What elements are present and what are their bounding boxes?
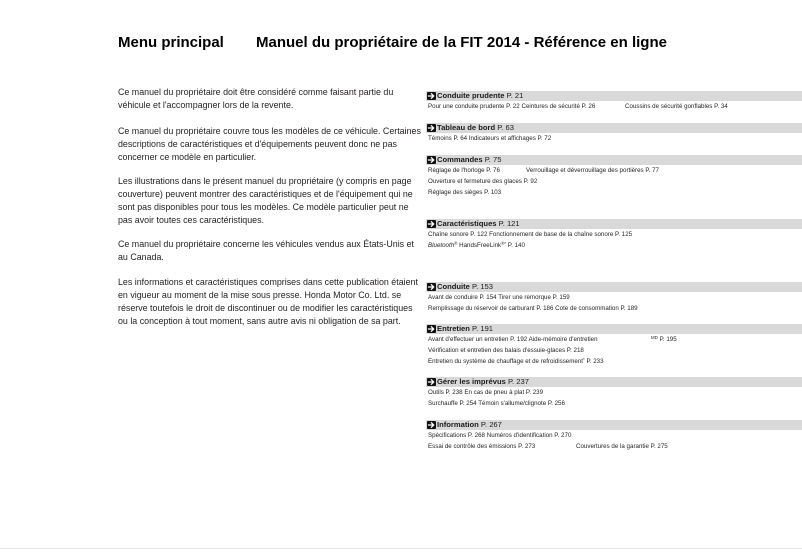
paragraph-line: sont pas disponibles pour tous les modèles. Ce modèle particulier peut ne <box>118 201 409 212</box>
paragraph-line: Ce manuel du propriétaire couvre tous les modèles de ce véhicule. Certaines <box>118 125 421 136</box>
section-conduite <box>426 282 802 314</box>
paragraph-line: Les informations et caractéristiques comprises dans cette publication étaient <box>118 276 418 287</box>
entry-line <box>428 387 802 398</box>
entry-line <box>428 101 802 112</box>
section-header-link[interactable] <box>426 91 802 101</box>
entry-line <box>428 133 802 144</box>
section-page-ref: P. 191 <box>472 324 494 333</box>
intro-paragraph <box>118 175 413 227</box>
section-gerer-les-imprevus <box>426 377 802 409</box>
entry-page-ref: P. 140 <box>507 242 525 249</box>
arrow-right-icon <box>427 283 436 291</box>
entry-line <box>428 229 802 240</box>
arrow-right-icon <box>427 421 436 429</box>
arrow-right-icon <box>427 220 436 228</box>
arrow-right-icon <box>427 124 436 132</box>
toc-entry-link[interactable]: Ouverture et fermeture des glaces P. 92 <box>428 178 538 185</box>
toc-entry-link[interactable]: Couvertures de la garantie P. 275 <box>576 443 668 450</box>
paragraph-line: concerner ce modèle en particulier. <box>118 151 257 162</box>
toc-entry-link[interactable]: Coussins de sécurité gonflables P. 34 <box>625 103 728 110</box>
section-page-ref: P. 237 <box>507 377 529 386</box>
entry-line <box>428 334 802 345</box>
section-header-link[interactable] <box>426 324 802 334</box>
paragraph-line: couverture) peuvent montrer des caractéristiques et de l'équipement qui ne <box>118 188 413 199</box>
intro-paragraph <box>118 125 421 164</box>
section-header-link[interactable] <box>426 282 802 292</box>
section-header-link[interactable] <box>426 155 802 165</box>
entry-label: Entretien du système de chauffage et de refroidissement <box>428 358 584 365</box>
footnote-mark: * <box>583 356 585 362</box>
section-title: Conduite prudente <box>437 91 505 100</box>
section-header-link[interactable] <box>426 420 802 430</box>
toc-entry-link[interactable]: Essai de contrôle des émissions P. 273 <box>428 443 536 450</box>
toc-entry-link[interactable]: Avant de conduire P. 154 <box>428 294 497 301</box>
entry-line <box>428 398 802 409</box>
section-title: Conduite <box>437 282 470 291</box>
page-title: Menu principal <box>118 34 224 51</box>
section-tableau-de-bord <box>426 123 802 144</box>
section-page-ref: P. 267 <box>480 420 502 429</box>
registered-mark: ®* <box>501 240 507 246</box>
toc-entry-link[interactable]: En cas de pneu à plat P. 239 <box>464 389 544 396</box>
entry-line <box>428 345 802 356</box>
intro-paragraph <box>118 238 414 264</box>
section-header-link[interactable] <box>426 377 802 387</box>
paragraph-line: descriptions de caractéristiques et d'équipements peuvent donc ne pas <box>118 138 397 149</box>
section-title: Tableau de bord <box>437 123 496 132</box>
toc-entry-link[interactable] <box>428 242 525 249</box>
entry-page-ref: P. 233 <box>586 358 604 365</box>
entry-line <box>428 356 802 367</box>
paragraph-line: ou la conception à tout moment, sans autre avis ni obligation de sa part. <box>118 315 401 326</box>
section-caracteristiques <box>426 219 802 251</box>
intro-paragraph <box>118 86 393 112</box>
section-page-ref: P. 63 <box>497 123 514 132</box>
toc-entry-link[interactable]: Chaîne sonore P. 122 <box>428 231 488 238</box>
toc-entry-link[interactable]: Avant d'effectuer un entretien P. 192 <box>428 336 528 343</box>
entry-line <box>428 430 802 441</box>
intro-paragraph <box>118 276 418 328</box>
entry-brand: Bluetooth <box>428 242 455 249</box>
section-page-ref: P. 153 <box>472 282 494 291</box>
paragraph-line: pas avoir toutes ces caractéristiques. <box>118 214 265 225</box>
toc-entry-link[interactable]: Tirer une remorque P. 159 <box>498 294 570 301</box>
entry-line <box>428 240 802 251</box>
arrow-right-icon <box>427 156 436 164</box>
toc-entry-link[interactable]: Fonctionnement de base de la chaîne sonore P. 125 <box>489 231 633 238</box>
section-entretien <box>426 324 802 367</box>
section-title: Gérer les imprévus <box>437 377 506 386</box>
entry-page-ref: P. 195 <box>659 336 677 343</box>
toc-entry-link[interactable]: Témoin s'allume/clignote P. 256 <box>478 400 565 407</box>
entry-line <box>428 187 802 198</box>
entry-page-group <box>651 334 677 345</box>
section-header-link[interactable] <box>426 219 802 229</box>
toc-entry-link[interactable]: Cote de consommation P. 189 <box>555 305 638 312</box>
toc-entry-link[interactable]: Remplissage du réservoir de carburant P. 186 <box>428 305 554 312</box>
toc-entry-link[interactable]: Outils P. 238 <box>428 389 463 396</box>
toc-entry-link[interactable] <box>528 334 677 343</box>
entry-line <box>428 441 802 452</box>
toc-entry-link[interactable]: Réglage de l'horloge P. 76 <box>428 167 500 174</box>
entry-line <box>428 176 802 187</box>
toc-entry-link[interactable]: Vérification et entretien des balais d'essuie-glaces P. 218 <box>428 347 584 354</box>
toc-entry-link[interactable]: Pour une conduite prudente P. 22 <box>428 103 520 110</box>
toc-entry-link[interactable] <box>428 358 604 365</box>
manual-title: Manuel du propriétaire de la FIT 2014 - Référence en ligne <box>256 34 667 51</box>
section-title: Caractéristiques <box>437 219 497 228</box>
section-title: Commandes <box>437 155 483 164</box>
paragraph-line: au Canada. <box>118 251 164 262</box>
section-information <box>426 420 802 452</box>
trademark-mark: MD <box>651 334 658 340</box>
toc-entry-link[interactable]: Numéros d'identification P. 270 <box>486 432 572 439</box>
toc-entry-link[interactable]: Indicateurs et affichages P. 72 <box>468 135 552 142</box>
toc-entry-link[interactable]: Réglage des sièges P. 103 <box>428 189 502 196</box>
registered-mark: ® <box>454 240 458 246</box>
paragraph-line: Les illustrations dans le présent manuel du propriétaire (y compris en page <box>118 175 412 186</box>
entry-line <box>428 165 802 176</box>
toc-entry-link[interactable]: Surchauffe P. 254 <box>428 400 477 407</box>
toc-entry-link[interactable]: Verrouillage et déverrouillage des portières P. 77 <box>526 167 659 174</box>
toc-entry-link[interactable]: Ceintures de sécurité P. 26 <box>521 103 596 110</box>
paragraph-line: réserve toutefois le droit de discontinuer ou de modifier les caractéristiques <box>118 302 413 313</box>
paragraph-line: Ce manuel du propriétaire doit être considéré comme faisant partie du <box>118 86 394 97</box>
section-page-ref: P. 75 <box>484 155 502 164</box>
section-page-ref: P. 121 <box>498 219 520 228</box>
paragraph-line: Ce manuel du propriétaire concerne les véhicules vendus aux États-Unis et <box>118 238 414 249</box>
entry-line <box>428 303 802 314</box>
section-commandes <box>426 155 802 198</box>
section-title: Information <box>437 420 479 429</box>
section-conduite-prudente <box>426 91 802 112</box>
arrow-right-icon <box>427 325 436 333</box>
entry-label: HandsFreeLink <box>459 242 502 249</box>
entry-line <box>428 292 802 303</box>
arrow-right-icon <box>427 92 436 100</box>
section-header-link[interactable] <box>426 123 802 133</box>
toc-entry-link[interactable]: Spécifications P. 268 <box>428 432 485 439</box>
toc-entry-link[interactable]: Témoins P. 64 <box>428 135 468 142</box>
section-title: Entretien <box>437 324 470 333</box>
paragraph-line: en vigueur au moment de la mise sous presse. Honda Motor Co. Ltd. se <box>118 289 402 300</box>
entry-label: Aide-mémoire d'entretien <box>528 336 598 343</box>
arrow-right-icon <box>427 378 436 386</box>
page-bottom-border <box>0 548 802 549</box>
paragraph-line: véhicule et l'accompagner lors de la revente. <box>118 99 294 110</box>
section-page-ref: P. 21 <box>506 91 524 100</box>
